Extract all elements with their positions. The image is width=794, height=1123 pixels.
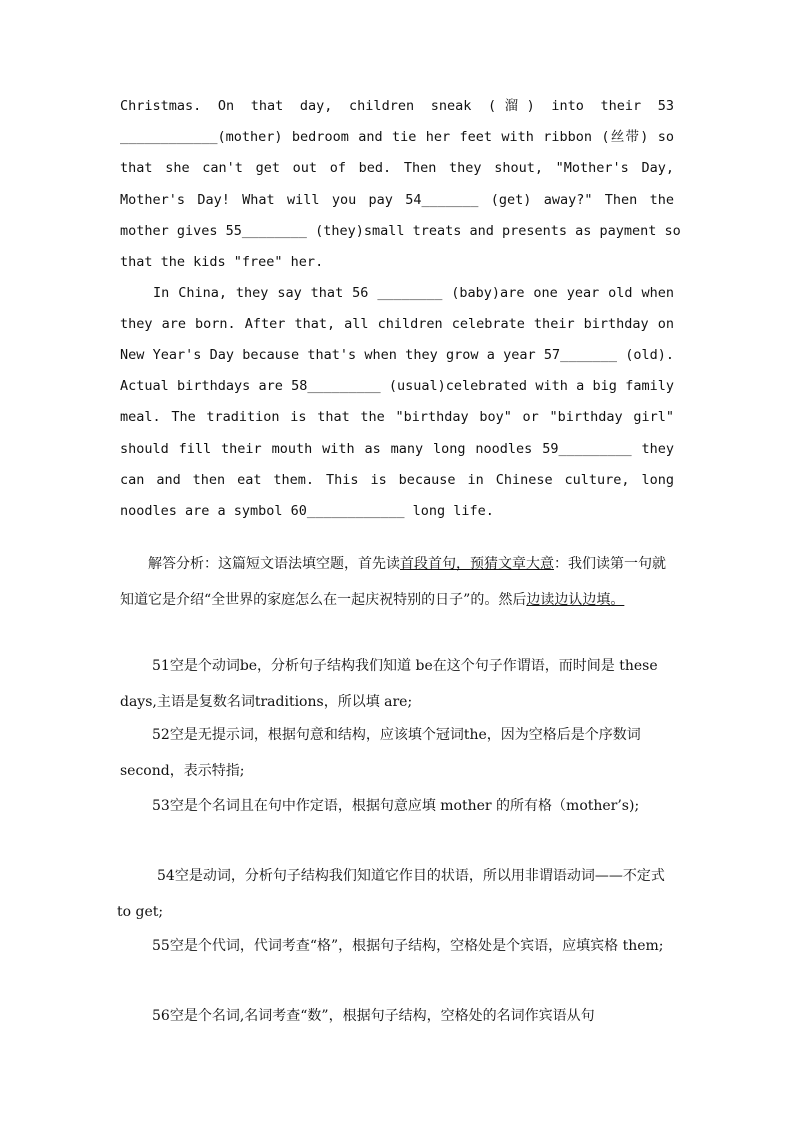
- passage-line-9: New Year's Day because that's when they grow a year 57_______ (old).: [120, 347, 674, 363]
- passage-line-6: that the kids "free" her.: [120, 254, 324, 270]
- passage-line-5: mother gives 55________ (they)small treats and presents as payment so: [120, 223, 681, 239]
- analysis-intro-part-a: 解答分析：这篇短文语法填空题，首先读: [148, 556, 400, 572]
- passage-line-4: Mother's Day! What will you pay 54_______ (get) away?" Then the: [120, 192, 674, 208]
- passage-line-11: meal. The tradition is that the "birthday boy" or "birthday girl": [120, 409, 674, 425]
- analysis-item-51: 51空是个动词be，分析句子结构我们知道 be在这个句子作谓语，而时间是 these days,主语是复数名词traditions，所以填 are;: [120, 658, 658, 710]
- analysis-item-54: 54空是动词，分析句子结构我们知道它作目的状语，所以用非谓语动词——不定式 to get;: [117, 868, 665, 920]
- passage-line-3: that she can't get out of bed. Then they shout, "Mother's Day,: [120, 160, 674, 176]
- passage-line-8: they are born. After that, all children celebrate their birthday on: [120, 316, 674, 332]
- analysis-item-55: 55空是个代词，代词考查“格”，根据句子结构，空格处是个宾语，应填宾格 them;: [152, 938, 664, 954]
- analysis-intro-underline-2: 边读边认边填。: [526, 592, 625, 608]
- passage-line-12: should fill their mouth with as many long noodles 59_________ they: [120, 441, 674, 457]
- passage-line-2: ____________(mother) bedroom and tie her feet with ribbon (丝带) so: [120, 129, 674, 145]
- analysis-intro-part-b: ：我们读第一句就知道它是介绍“全世界的家庭怎么在一起庆祝特别的日子”的。然后: [120, 556, 666, 608]
- analysis-item-56: 56空是个名词,名词考查“数”，根据句子结构，空格处的名词作宾语从句: [152, 1008, 595, 1024]
- analysis-intro-underline-1: 首段首句，预猜文章大意: [400, 556, 554, 572]
- passage-line-13: can and then eat them. This is because in Chinese culture, long: [120, 472, 674, 488]
- analysis-item-52: 52空是无提示词，根据句意和结构，应该填个冠词the，因为空格后是个序数词second，表示特指;: [120, 727, 641, 779]
- analysis-intro: [120, 546, 675, 618]
- passage-line-14: noodles are a symbol 60____________ long life.: [120, 503, 494, 519]
- passage-line-7: In China, they say that 56 ________ (baby)are one year old when: [153, 285, 674, 301]
- passage-line-10: Actual birthdays are 58_________ (usual)celebrated with a big family: [120, 378, 674, 394]
- analysis-item-53: 53空是个名词且在句中作定语，根据句意应填 mother 的所有格（mother’s);: [152, 798, 640, 814]
- passage-line-1: Christmas. On that day, children sneak (溜) into their 53: [120, 98, 674, 114]
